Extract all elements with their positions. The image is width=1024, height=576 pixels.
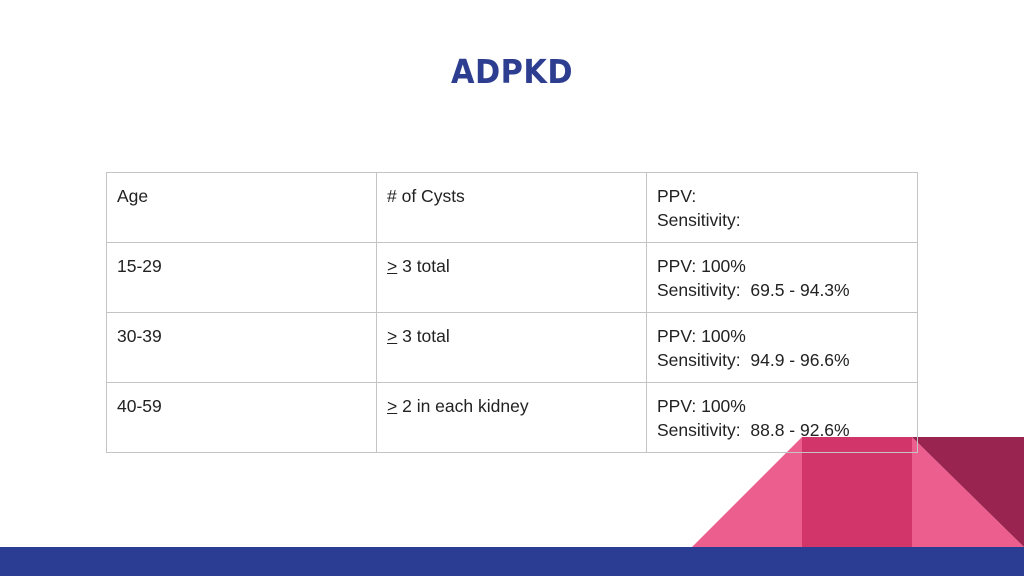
- cell-cysts: [377, 313, 647, 383]
- table-header-row: [107, 173, 918, 243]
- cysts-text: 3 total: [397, 326, 450, 346]
- cell-ppv: PPV: 100%: [657, 256, 746, 276]
- cell-age: 15-29: [107, 243, 377, 313]
- cysts-symbol: >: [387, 326, 398, 346]
- cell-stats: [647, 243, 918, 313]
- cell-sensitivity: Sensitivity: 69.5 - 94.3%: [657, 280, 850, 300]
- footer-bar: [0, 547, 1024, 576]
- cell-age: 40-59: [107, 383, 377, 453]
- data-table: [106, 172, 918, 453]
- header-ppv: PPV:: [657, 186, 697, 206]
- table-row: [107, 383, 918, 453]
- cell-cysts: [377, 383, 647, 453]
- header-ppv-sensitivity: [647, 173, 918, 243]
- cysts-text: 2 in each kidney: [397, 396, 529, 416]
- cell-sensitivity: Sensitivity: 88.8 - 92.6%: [657, 420, 850, 440]
- table-row: [107, 313, 918, 383]
- cysts-text: 3 total: [397, 256, 450, 276]
- cell-stats: [647, 313, 918, 383]
- header-age: Age: [107, 173, 377, 243]
- square-pink-mid: [802, 437, 912, 547]
- cell-sensitivity: Sensitivity: 94.9 - 96.6%: [657, 350, 850, 370]
- cell-ppv: PPV: 100%: [657, 326, 746, 346]
- table-row: [107, 243, 918, 313]
- triangle-pink-light: [692, 437, 802, 547]
- cell-cysts: [377, 243, 647, 313]
- cell-age: 30-39: [107, 313, 377, 383]
- cysts-symbol: >: [387, 396, 398, 416]
- header-sensitivity: Sensitivity:: [657, 210, 741, 230]
- cell-stats: [647, 383, 918, 453]
- cell-ppv: PPV: 100%: [657, 396, 746, 416]
- header-cysts: # of Cysts: [377, 173, 647, 243]
- cysts-symbol: >: [387, 256, 398, 276]
- slide-title: ADPKD: [451, 52, 573, 91]
